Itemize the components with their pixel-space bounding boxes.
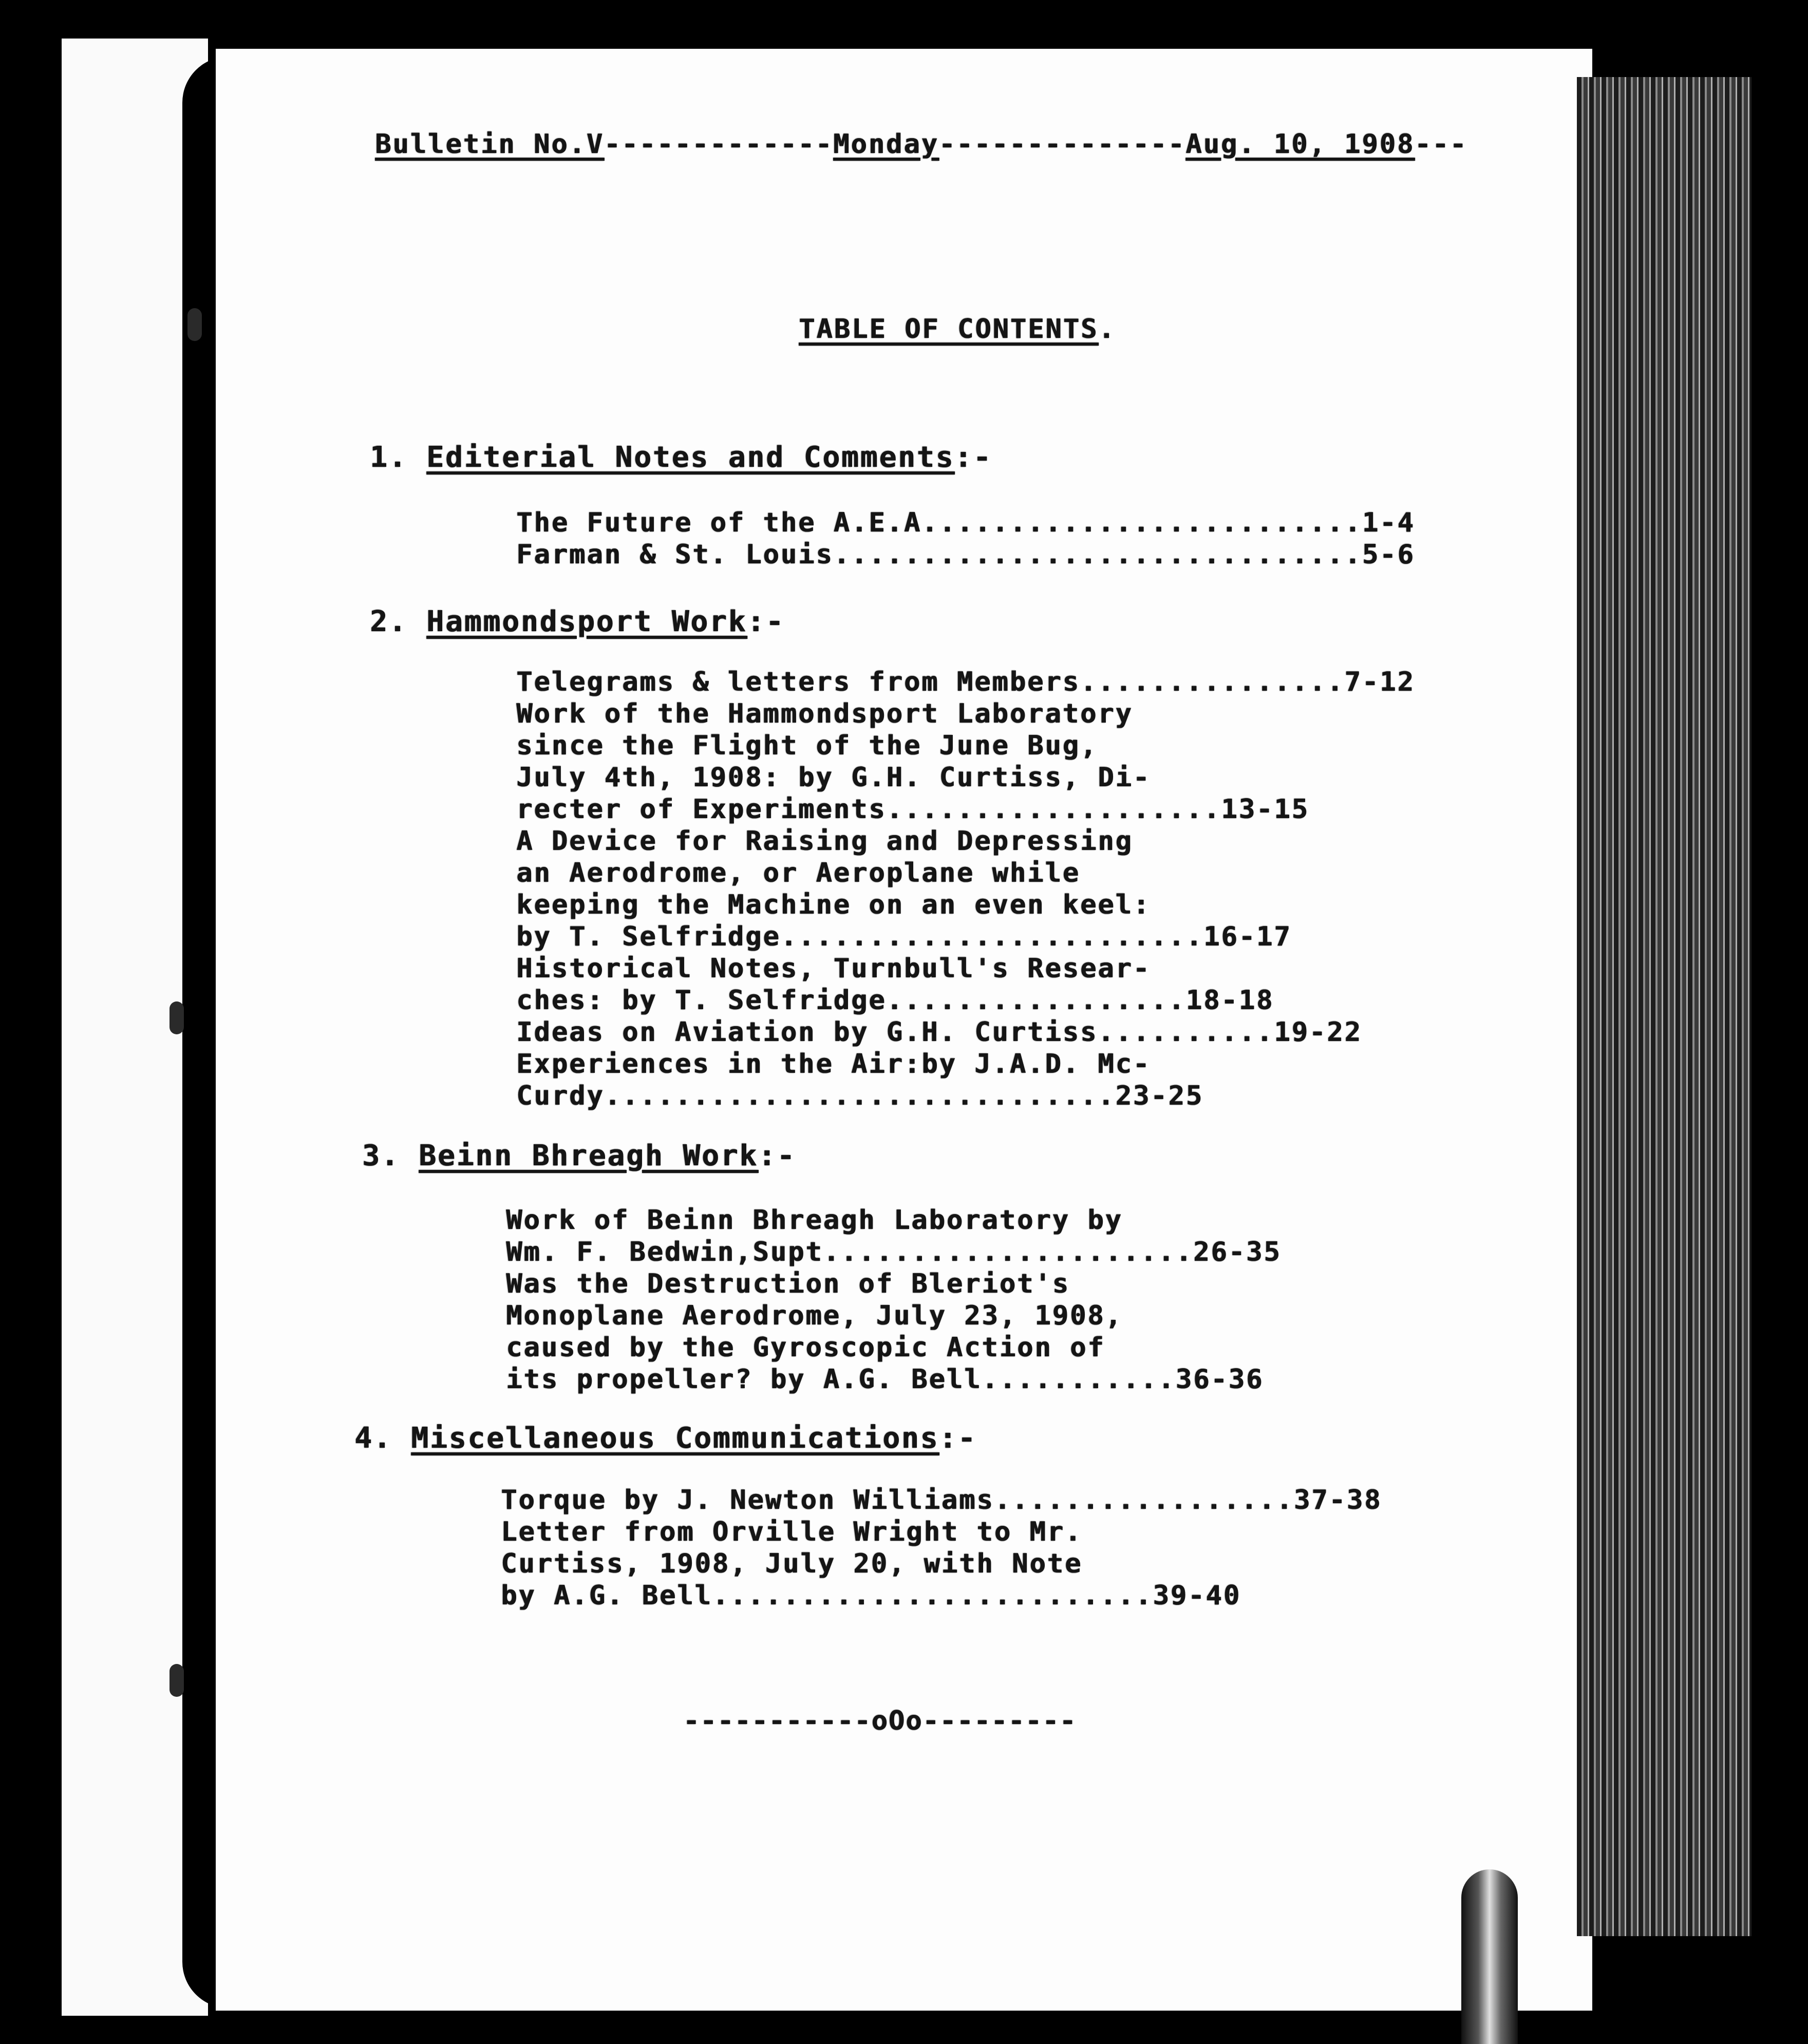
entry-title: Monoplane Aerodrome, July 23, 1908, — [506, 1300, 1123, 1331]
toc-entry — [516, 539, 1415, 571]
section-title: Hammondsport Work — [426, 605, 747, 638]
section-title: Miscellaneous Communications — [411, 1422, 939, 1455]
footer-ornament: -----------oOo--------- — [683, 1706, 1077, 1736]
entry-leader: .............................. — [833, 539, 1362, 570]
entry-pages: 39-40 — [1153, 1580, 1241, 1611]
entry-leader: ........... — [982, 1364, 1176, 1395]
toc-entry — [516, 1016, 1362, 1048]
entry-title: Curdy — [516, 1081, 605, 1111]
bulletin-day: Monday — [833, 129, 939, 160]
entry-title: Farman & St. Louis — [516, 539, 834, 570]
entry-title: by A.G. Bell — [501, 1580, 712, 1611]
entry-pages: 36-36 — [1175, 1364, 1264, 1395]
toc-entry — [516, 825, 1292, 953]
entry-title: The Future of the A.E.A. — [516, 507, 939, 538]
entry-leader: ............... — [1080, 667, 1345, 697]
entry-title: its propeller? by A.G. Bell — [506, 1364, 982, 1395]
entry-title: recter of Experiments — [516, 794, 887, 825]
entry-pages: 18-18 — [1185, 985, 1274, 1016]
entry-title: Wm. F. Bedwin,Supt — [506, 1237, 823, 1267]
toc-entry — [506, 1268, 1264, 1395]
toc-title — [799, 313, 1116, 345]
entry-leader: ......................... — [712, 1580, 1153, 1611]
bulletin-number: Bulletin No.V — [375, 129, 604, 160]
section-number: 1. — [370, 441, 408, 474]
entry-leader: ................. — [994, 1485, 1294, 1516]
binding-hole — [187, 308, 202, 341]
entry-pages: 13-15 — [1221, 794, 1309, 825]
toc-entry — [516, 1048, 1203, 1112]
toc-entry — [506, 1204, 1282, 1268]
toc-entry — [516, 666, 1415, 698]
entry-title: ches: by T. Selfridge — [516, 985, 887, 1016]
section-heading — [354, 1423, 977, 1454]
entry-title: Work of Beinn Bhreagh Laboratory by — [506, 1205, 1123, 1236]
header-dashes: ------------- — [604, 129, 833, 160]
entry-leader: ................... — [886, 794, 1221, 825]
section-number: 2. — [370, 605, 408, 638]
entry-title: caused by the Gyroscopic Action of — [506, 1332, 1105, 1363]
entry-title: Historical Notes, Turnbull's Resear- — [516, 953, 1151, 984]
entry-title: since the Flight of the June Bug, — [516, 730, 1098, 761]
entry-title: Was the Destruction of Bleriot's — [506, 1269, 1070, 1299]
entry-leader: ........................ — [780, 921, 1203, 952]
entry-title: Letter from Orville Wright to Mr. — [501, 1517, 1083, 1547]
entry-title: keeping the Machine on an even keel: — [516, 889, 1151, 920]
binding-hole — [170, 1001, 184, 1034]
toc-title-period: . — [1098, 314, 1116, 345]
entry-pages: 37-38 — [1293, 1485, 1382, 1516]
toc-entry — [516, 507, 1415, 539]
toc-title-text: TABLE OF CONTENTS — [799, 314, 1099, 345]
entry-title: Telegrams & letters from Members — [516, 667, 1080, 697]
entry-pages: 19-22 — [1274, 1017, 1362, 1048]
entry-pages: 1-4 — [1362, 507, 1415, 538]
entry-leader: ............................. — [604, 1081, 1116, 1111]
section-number: 3. — [362, 1139, 400, 1172]
section-suffix: :- — [747, 605, 785, 638]
entry-title: A Device for Raising and Depressing — [516, 826, 1133, 857]
entry-pages: 7-12 — [1344, 667, 1415, 697]
toc-entry — [516, 698, 1309, 825]
pen-tip — [1461, 1869, 1518, 2044]
entry-leader: ........................ — [939, 507, 1362, 538]
entry-pages: 16-17 — [1203, 921, 1292, 952]
entry-leader: ..................... — [823, 1237, 1193, 1267]
entry-pages: 26-35 — [1193, 1237, 1282, 1267]
section-title: Editerial Notes and Comments — [426, 441, 955, 474]
entry-title: an Aerodrome, or Aeroplane while — [516, 858, 1080, 888]
section-suffix: :- — [954, 441, 992, 474]
entry-title: Ideas on Aviation by G.H. Curtiss — [516, 1017, 1098, 1048]
section-heading — [370, 442, 992, 474]
entry-pages: 5-6 — [1362, 539, 1415, 570]
toc-entry — [516, 953, 1274, 1016]
entry-title: Curtiss, 1908, July 20, with Note — [501, 1548, 1083, 1579]
toc-entry — [501, 1516, 1241, 1612]
entry-title: July 4th, 1908: by G.H. Curtiss, Di- — [516, 762, 1151, 793]
bulletin-header — [375, 128, 1467, 160]
header-dashes: --- — [1415, 129, 1468, 160]
section-suffix: :- — [758, 1139, 796, 1172]
entry-title: Work of the Hammondsport Laboratory — [516, 698, 1133, 729]
entry-leader: ................. — [886, 985, 1186, 1016]
entry-leader: .......... — [1098, 1017, 1274, 1048]
section-number: 4. — [354, 1422, 392, 1455]
bulletin-date: Aug. 10, 1908 — [1185, 129, 1415, 160]
page-edges-stack — [1577, 77, 1752, 1936]
section-title: Beinn Bhreagh Work — [419, 1139, 759, 1172]
entry-title: Experiences in the Air:by J.A.D. Mc- — [516, 1049, 1151, 1080]
section-suffix: :- — [939, 1422, 977, 1455]
entry-title: by T. Selfridge — [516, 921, 781, 952]
entry-pages: 23-25 — [1115, 1081, 1203, 1111]
entry-title: Torque by J. Newton Williams — [501, 1485, 994, 1516]
header-dashes: -------------- — [938, 129, 1186, 160]
toc-entry — [501, 1484, 1382, 1516]
section-heading — [370, 606, 785, 638]
binding-hole — [170, 1664, 184, 1697]
section-heading — [362, 1140, 796, 1172]
